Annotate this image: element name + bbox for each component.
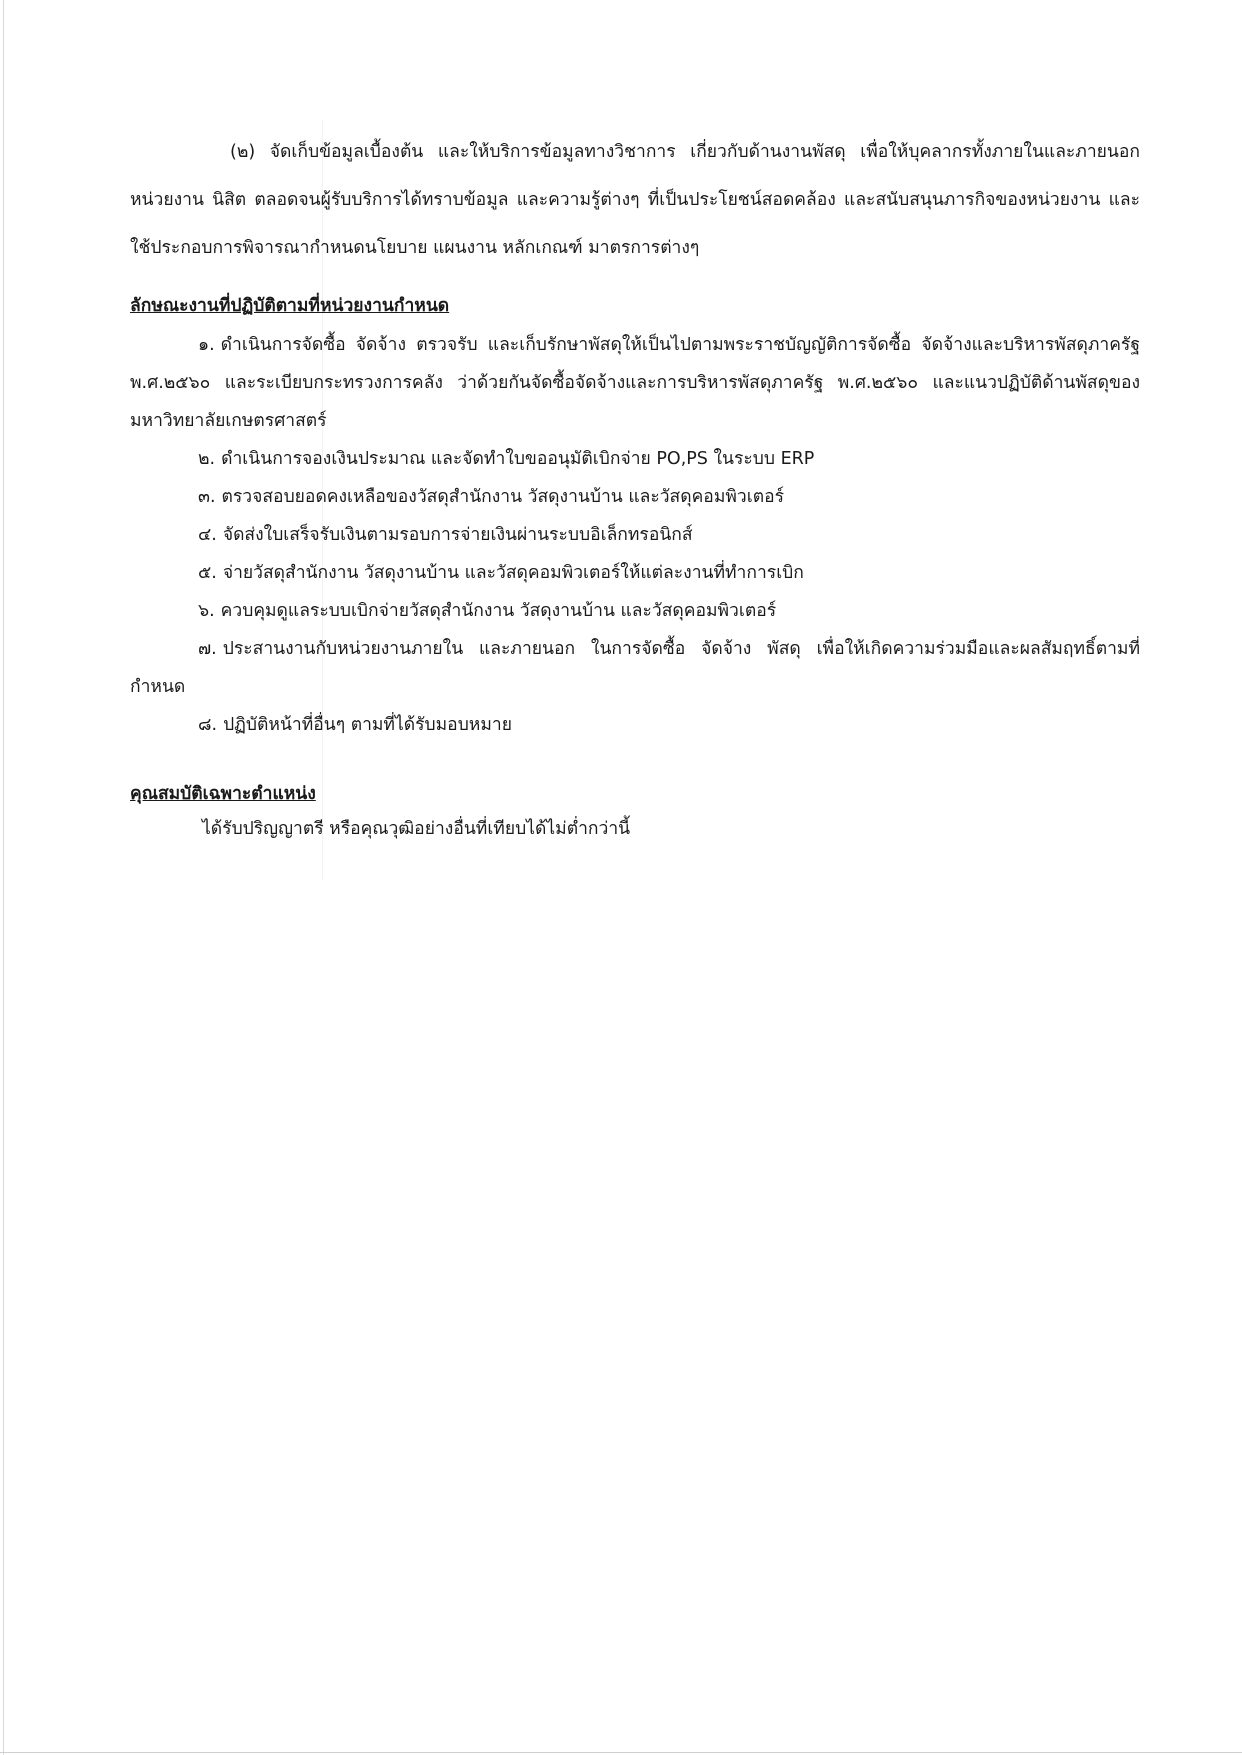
qualifications-heading: คุณสมบัติเฉพาะตำแหน่ง (130, 784, 316, 804)
qualifications-text: ได้รับปริญญาตรี หรือคุณวุฒิอย่างอื่นที่เทียบได้ไม่ต่ำกว่านี้ (202, 819, 631, 839)
duty-number: ๒. (198, 449, 216, 469)
duty-number: ๓. (198, 487, 216, 507)
duty-number: ๖. (198, 601, 215, 621)
duty-item-6 (130, 592, 1140, 630)
duty-text: ดำเนินการจัดซื้อ จัดจ้าง ตรวจรับ และเก็บรักษาพัสดุให้เป็นไปตามพระราชบัญญัติการจัดซื้อ จัดจ้างและบริหารพัสดุภาครัฐ พ.ศ.๒๕๖๐ และระเบียบกระทรวงการคลัง ว่าด้วยกันจัดซื้อจัดจ้างและการบริหารพัสดุภาครัฐ พ.ศ.๒๕๖๐ และแนวปฏิบัติด้านพัสดุของมหาวิทยาลัยเกษตรศาสตร์ (130, 335, 1140, 431)
duty-text: ประสานงานกับหน่วยงานภายใน และภายนอก ในการจัดซื้อ จัดจ้าง พัสดุ เพื่อให้เกิดความร่วมมือและผลสัมฤทธิ์ตามที่กำหนด (130, 639, 1140, 697)
document-content (130, 128, 1140, 848)
scan-edge-bottom (0, 1752, 1242, 1753)
duty-text: จัดส่งใบเสร็จรับเงินตามรอบการจ่ายเงินผ่านระบบอิเล็กทรอนิกส์ (222, 525, 693, 545)
duty-text: ตรวจสอบยอดคงเหลือของวัสดุสำนักงาน วัสดุงานบ้าน และวัสดุคอมพิวเตอร์ (221, 487, 784, 507)
duty-item-2 (130, 440, 1140, 478)
duty-item-5 (130, 554, 1140, 592)
duty-text: ควบคุมดูแลระบบเบิกจ่ายวัสดุสำนักงาน วัสดุงานบ้าน และวัสดุคอมพิวเตอร์ (220, 601, 777, 621)
duty-item-1 (130, 326, 1140, 440)
duty-number: ๕. (198, 563, 217, 583)
duty-number: ๗. (198, 639, 217, 659)
duty-item-7 (130, 630, 1140, 706)
duty-text: จ่ายวัสดุสำนักงาน วัสดุงานบ้าน และวัสดุคอมพิวเตอร์ให้แต่ละงานที่ทำการเบิก (222, 563, 804, 583)
duties-heading: ลักษณะงานที่ปฏิบัติตามที่หน่วยงานกำหนด (130, 296, 450, 316)
duty-item-8 (130, 706, 1140, 744)
scan-edge-left (3, 0, 4, 1755)
duty-item-4 (130, 516, 1140, 554)
duty-number: ๑. (198, 335, 215, 355)
duty-number: ๔. (198, 525, 217, 545)
duty-text: ดำเนินการจองเงินประมาณ และจัดทำใบขออนุมัติเบิกจ่าย PO,PS ในระบบ ERP (221, 449, 815, 469)
duty-text: ปฏิบัติหน้าที่อื่นๆ ตามที่ได้รับมอบหมาย (223, 715, 512, 735)
duty-item-3 (130, 478, 1140, 516)
intro-paragraph: (๒) จัดเก็บข้อมูลเบื้องต้น และให้บริการข้อมูลทางวิชาการ เกี่ยวกับด้านงานพัสดุ เพื่อให้บุคลากรทั้งภายในและภายนอกหน่วยงาน นิสิต ตลอดจนผู้รับบริการได้ทราบข้อมูล และความรู้ต่างๆ ที่เป็นประโยชน์สอดคล้อง และสนับสนุนภารกิจของหน่วยงาน และใช้ประกอบการพิจารณากำหนดนโยบาย แผนงาน หลักเกณฑ์ มาตรการต่างๆ (130, 142, 1140, 258)
duty-number: ๘. (198, 715, 218, 735)
duties-list (130, 326, 1140, 744)
